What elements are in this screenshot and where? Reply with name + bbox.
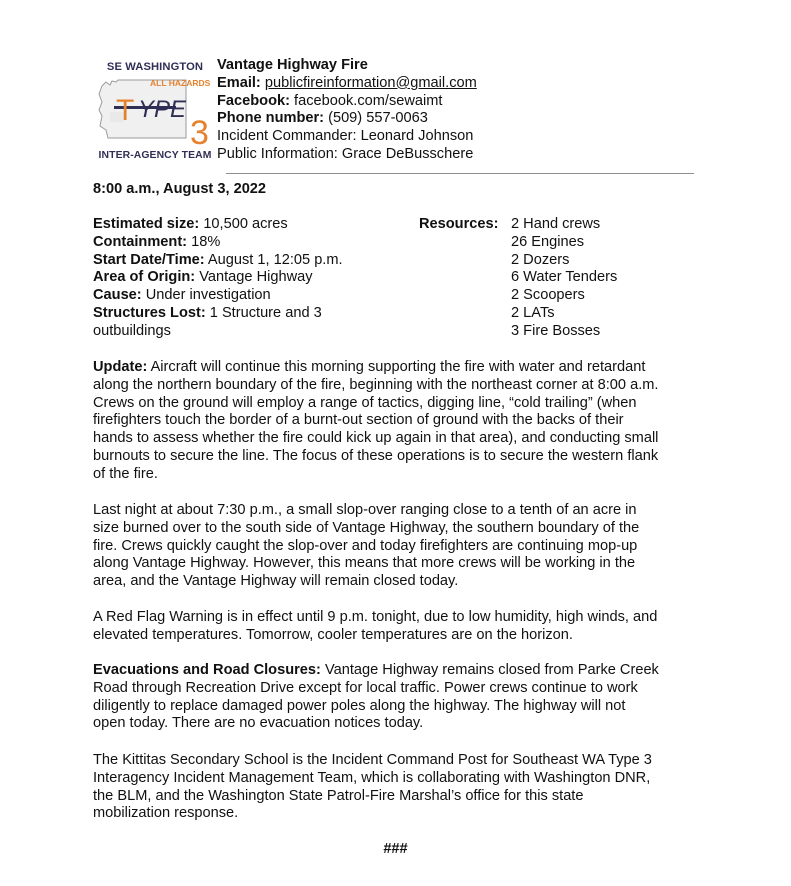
phone-line [217, 110, 637, 128]
fire-name: Vantage Highway Fire [217, 57, 368, 73]
para-line: the BLM, and the Washington State Patrol-Fire Marshal’s office for this state [93, 787, 584, 804]
phone-value: (509) 557-0063 [328, 110, 428, 127]
logo-type-initial: T [116, 94, 135, 127]
resource-item: 3 Fire Bosses [511, 322, 601, 339]
email-link[interactable]: publicfireinformation@gmail.com [264, 74, 477, 91]
logo-graphic [96, 72, 214, 148]
resource-item: 2 Hand crews [511, 216, 601, 232]
contact-header [217, 57, 637, 164]
para-line: A Red Flag Warning is in effect until 9 p.m. tonight, due to low humidity, high winds, and [93, 609, 658, 625]
logo-type-word: YPE [138, 96, 187, 123]
para-line: mobilization response. [93, 805, 239, 822]
para-line: fire. Crews quickly caught the slop-over and today firefighters are continuing mop-up [93, 537, 638, 554]
para-line: Crews on the ground will employ a range of tactics, digging line, “cold trailing” (when [93, 394, 637, 411]
resource-item: 2 Scoopers [511, 287, 585, 304]
fire-facts [93, 216, 393, 341]
para-line: hands to assess whether the fire could kick up again in that area), and conducting small [93, 430, 659, 447]
para-line: Interagency Incident Management Team, which is collaborating with Washington DNR, [93, 769, 651, 786]
resources-label: Resources: [419, 216, 499, 232]
fact-containment: Containment: 18% [93, 233, 221, 250]
resource-item: 6 Water Tenders [511, 269, 618, 286]
para-line: Update: Aircraft will continue this morning supporting the fire with water and retardant [93, 359, 646, 375]
para-line: of the fire. [93, 465, 158, 482]
logo-bottom-text: INTER-AGENCY TEAM [98, 150, 212, 161]
para-line: The Kittitas Secondary School is the Incident Command Post for Southeast WA Type 3 [93, 752, 652, 768]
facebook-line [217, 93, 637, 111]
para-line: Road through Recreation Drive except for local traffic. Power crews continue to work [93, 679, 638, 696]
facebook-label: Facebook: [217, 92, 290, 109]
facebook-value: facebook.com/sewaimt [294, 92, 443, 109]
para-line: Last night at about 7:30 p.m., a small slop-over ranging close to a tenth of an acre in [93, 502, 637, 518]
phone-label: Phone number: [217, 110, 325, 127]
para-line: diligently to replace damaged power poles along the highway. The highway will not [93, 697, 626, 714]
logo-top-text: SE WASHINGTON [106, 61, 204, 73]
slopover-paragraph [93, 502, 708, 591]
incident-commander: Incident Commander: Leonard Johnson [217, 128, 474, 145]
fact-start: Start Date/Time: August 1, 12:05 p.m. [93, 251, 343, 268]
email-line [217, 75, 637, 93]
evacuations-paragraph [93, 662, 708, 733]
resources-list [511, 216, 617, 341]
logo-all-hazards: ALL HAZARDS [150, 78, 211, 88]
fact-size: Estimated size: 10,500 acres [93, 216, 288, 232]
update-label: Update: [93, 359, 148, 375]
end-marker: ### [383, 841, 408, 857]
dateline: 8:00 a.m., August 3, 2022 [93, 181, 267, 197]
icp-paragraph [93, 752, 708, 823]
para-line: firefighters touch the border of a burnt-out section of ground with the backs of their [93, 412, 624, 429]
header-divider [226, 173, 694, 174]
para-line: burnouts to secure the line. The focus of these operations is to secure the western flank [93, 447, 659, 464]
fact-cause: Cause: Under investigation [93, 287, 271, 304]
fact-origin: Area of Origin: Vantage Highway [93, 269, 313, 286]
resource-item: 26 Engines [511, 233, 585, 250]
fact-structures: Structures Lost: 1 Structure and 3 [93, 304, 322, 321]
para-line: elevated temperatures. Tomorrow, cooler temperatures are on the horizon. [93, 626, 573, 643]
evacuations-label: Evacuations and Road Closures: [93, 662, 321, 678]
para-line: Evacuations and Road Closures: Vantage Highway remains closed from Parke Creek [93, 662, 659, 678]
logo-type-number: 3 [190, 114, 209, 148]
resource-item: 2 LATs [511, 304, 555, 321]
fact-structures-cont: outbuildings [93, 322, 171, 339]
para-line: along the northern boundary of the fire, beginning with the northeast corner at 8:00 a.m. [93, 376, 659, 393]
resource-item: 2 Dozers [511, 251, 570, 268]
redflag-paragraph [93, 609, 708, 645]
para-line: size burned over to the south side of Vantage Highway, the southern boundary of the [93, 519, 640, 536]
email-label: Email: [217, 74, 261, 91]
para-line: area, and the Vantage Highway will remain closed today. [93, 573, 459, 590]
para-line: open today. There are no evacuation notices today. [93, 715, 424, 732]
team-logo [96, 56, 214, 162]
update-paragraph [93, 359, 708, 484]
para-line: along Vantage Highway. However, this means that more crews will be working in the [93, 555, 636, 572]
public-information: Public Information: Grace DeBusschere [217, 145, 474, 162]
